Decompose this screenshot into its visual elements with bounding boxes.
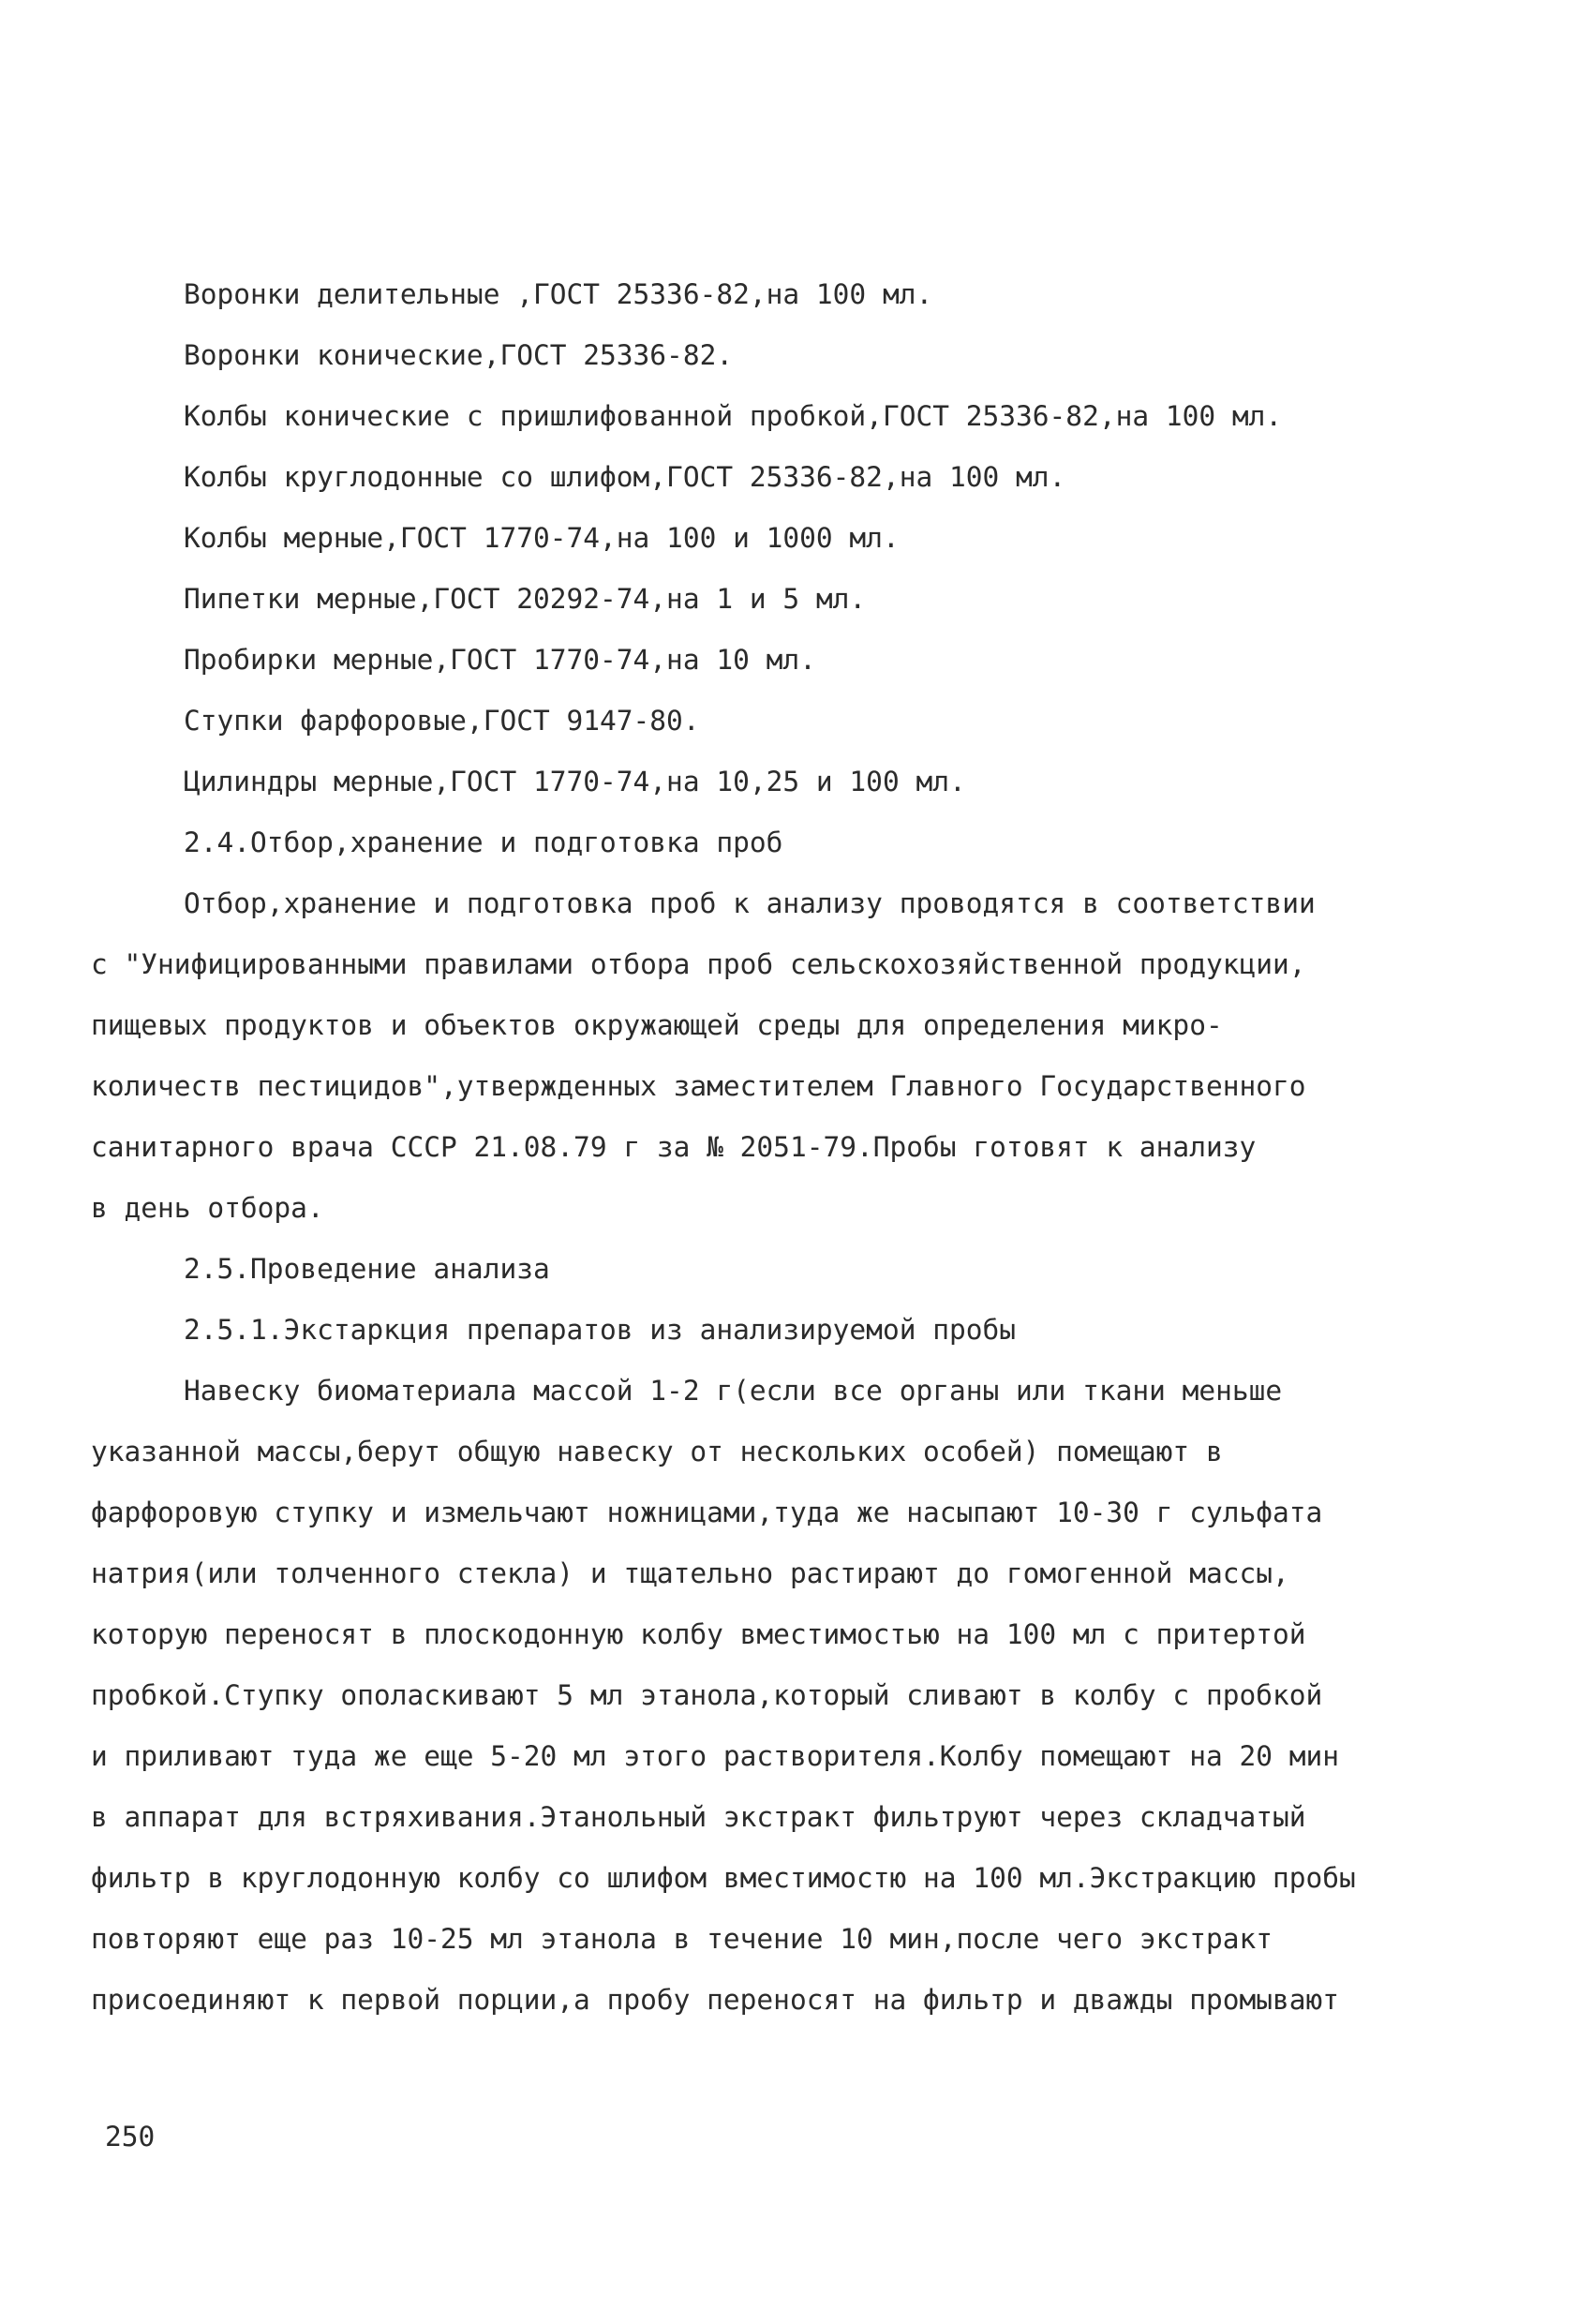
paragraph-line: и приливают туда же еще 5-20 мл этого растворителя.Колбу помещают на 20 мин	[91, 1740, 1340, 1772]
paragraph-line: пищевых продуктов и объектов окружающей среды для определения микро-	[91, 1009, 1223, 1041]
section-heading-2-5: 2.5.Проведение анализа	[184, 1253, 550, 1285]
paragraph-line: повторяют еще раз 10-25 мл этанола в течение 10 мин,после чего экстракт	[91, 1923, 1273, 1955]
section-heading-2-4: 2.4.Отбор,хранение и подготовка проб	[184, 827, 783, 858]
equipment-item: Пробирки мерные,ГОСТ 1770-74,на 10 мл.	[184, 644, 816, 676]
equipment-item: Воронки конические,ГОСТ 25336-82.	[184, 339, 734, 371]
section-heading-2-5-1: 2.5.1.Экстаркция препаратов из анализируемой пробы	[184, 1314, 1017, 1346]
paragraph-line: пробкой.Ступку ополаскивают 5 мл этанола,который сливают в колбу с пробкой	[91, 1679, 1323, 1711]
paragraph-line: с "Унифицированными правилами отбора проб сельскохозяйственной продукции,	[91, 948, 1306, 980]
equipment-item: Ступки фарфоровые,ГОСТ 9147-80.	[184, 705, 700, 737]
paragraph-line: Отбор,хранение и подготовка проб к анализу проводятся в соответствии	[184, 887, 1316, 919]
paragraph-line: присоединяют к первой порции,а пробу переносят на фильтр и дважды промывают	[91, 1984, 1340, 2016]
page-number: 250	[105, 2121, 156, 2153]
equipment-item: Колбы мерные,ГОСТ 1770-74,на 100 и 1000 мл.	[184, 522, 900, 554]
equipment-item: Колбы конические с пришлифованной пробкой,ГОСТ 25336-82,на 100 мл.	[184, 400, 1283, 432]
paragraph-line: Навеску биоматериала массой 1-2 г(если все органы или ткани меньше	[184, 1375, 1283, 1407]
paragraph-line: количеств пестицидов",утвержденных заместителем Главного Государственного	[91, 1070, 1306, 1102]
paragraph-line: натрия(или толченного стекла) и тщательно растирают до гомогенной массы,	[91, 1557, 1289, 1589]
equipment-item: Колбы круглодонные со шлифом,ГОСТ 25336-82,на 100 мл.	[184, 461, 1066, 493]
paragraph-line: в аппарат для встряхивания.Этанольный экстракт фильтруют через складчатый	[91, 1801, 1306, 1833]
paragraph-line: фильтр в круглодонную колбу со шлифом вместимостю на 100 мл.Экстракцию пробы	[91, 1862, 1356, 1894]
paragraph-line: в день отбора.	[91, 1192, 324, 1224]
paragraph-line: указанной массы,берут общую навеску от нескольких особей) помещают в	[91, 1436, 1223, 1467]
equipment-item: Пипетки мерные,ГОСТ 20292-74,на 1 и 5 мл.	[184, 583, 867, 615]
paragraph-line: санитарного врача СССР 21.08.79 г за № 2051-79.Пробы готовят к анализу	[91, 1131, 1257, 1163]
equipment-item: Цилиндры мерные,ГОСТ 1770-74,на 10,25 и 100 мл.	[184, 766, 966, 797]
paragraph-line: фарфоровую ступку и измельчают ножницами,туда же насыпают 10-30 г сульфата	[91, 1497, 1323, 1528]
paragraph-line: которую переносят в плоскодонную колбу вместимостью на 100 мл с притертой	[91, 1618, 1306, 1650]
equipment-item: Воронки делительные ,ГОСТ 25336-82,на 100 мл.	[184, 278, 933, 310]
